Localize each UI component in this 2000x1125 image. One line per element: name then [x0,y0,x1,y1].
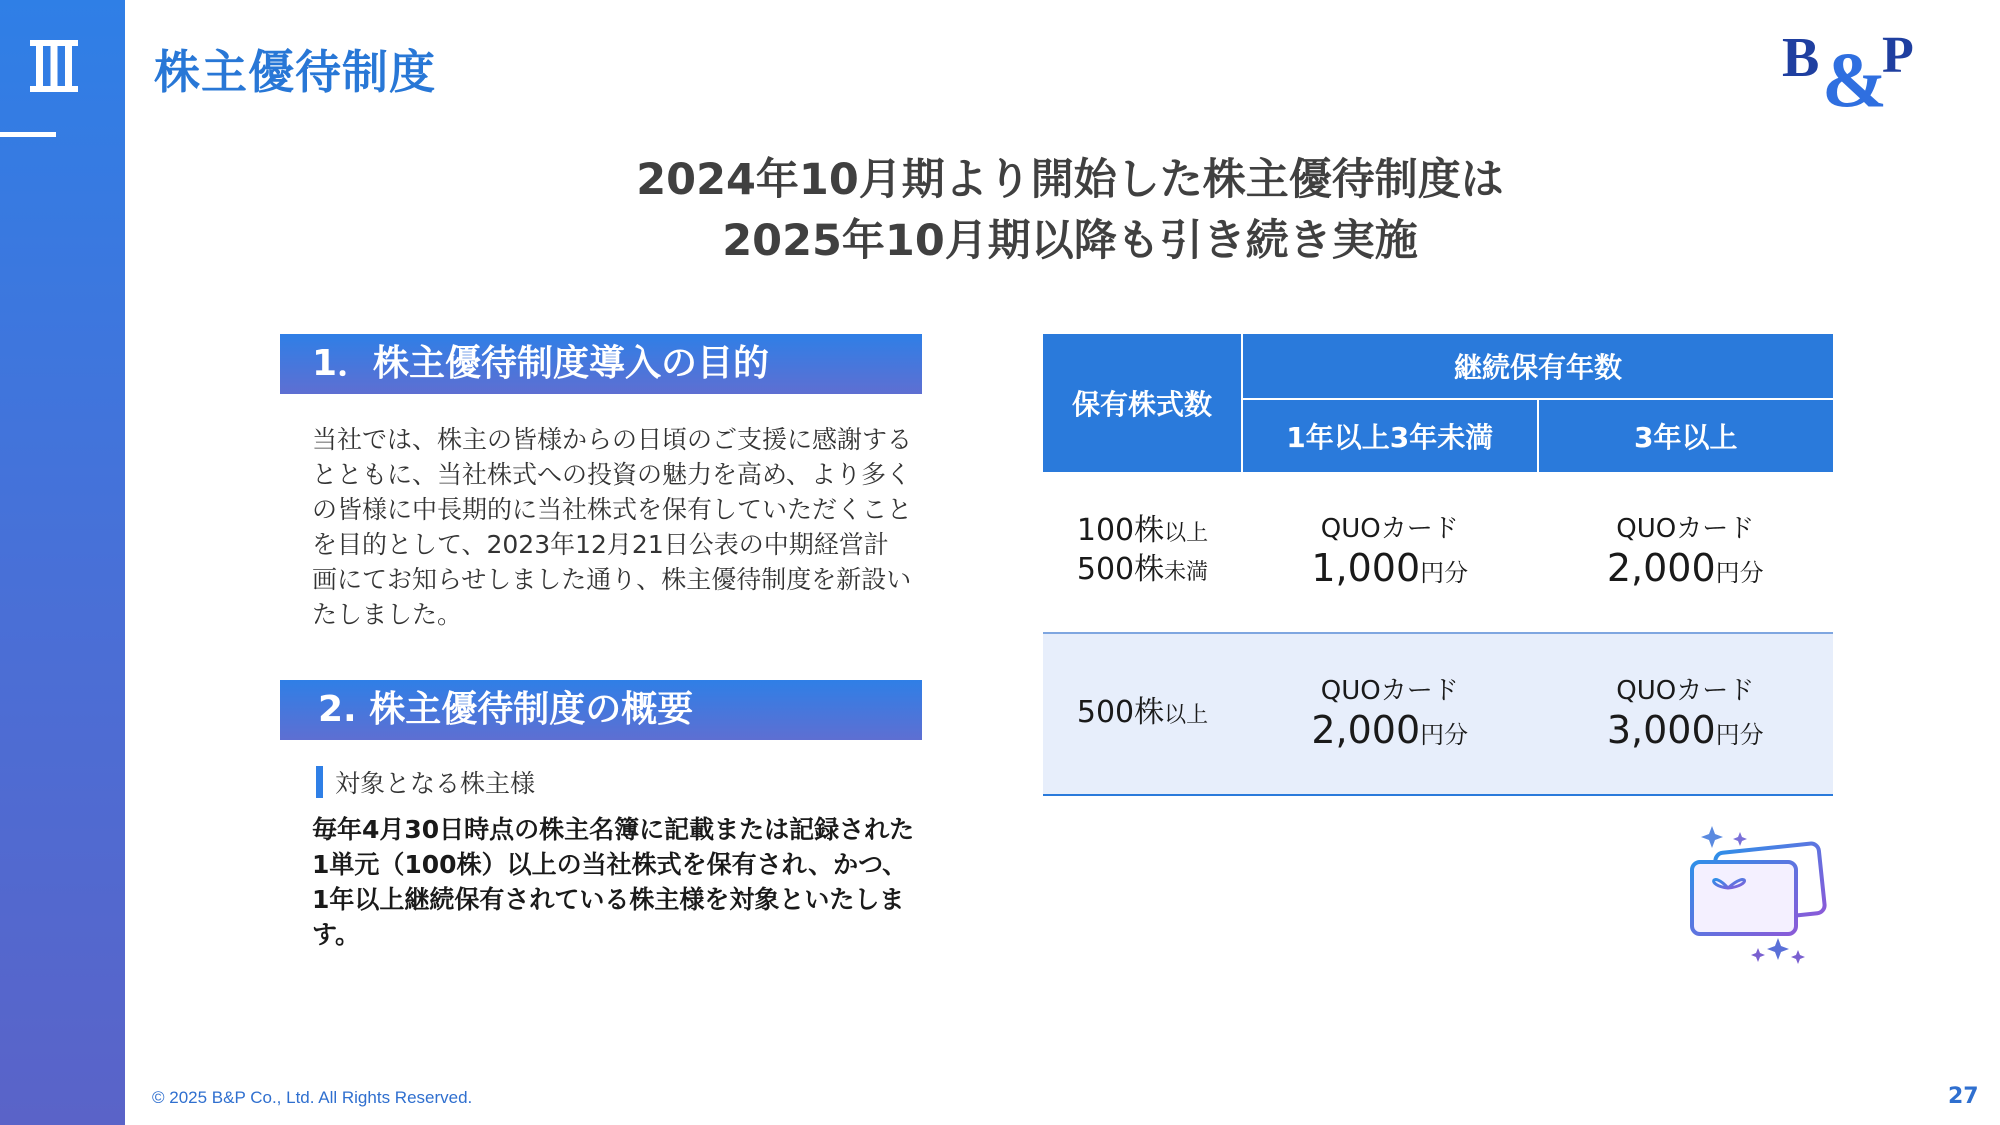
benefit-cell: QUOカード 2,000円分 [1538,472,1834,633]
gift-card-icon [1682,826,1830,966]
svg-text:P: P [1882,27,1914,84]
header-col-1: 1年以上3年未満 [1242,399,1538,472]
target-label: 対象となる株主様 [335,769,536,798]
section1-body: 当社では、株主の皆様からの日頃のご支援に感謝するとともに、当社株式への投資の魅力を高め、より多くの皆様に中長期的に当社株式を保有していただくことを目的として、2023年12月21日公表の中期経営計画にてお知らせしました通り、株主優待制度を新設いたしました。 [312,425,913,629]
shares-cell: 100株以上 500株未満 [1043,472,1242,633]
section1-heading: 1．株主優待制度導入の目的 [280,334,922,394]
table-row [1043,472,1833,633]
page-number: 27 [1948,1084,1979,1109]
benefit-table [1043,334,1833,796]
svg-text:B: B [1782,27,1820,89]
copyright: © 2025 B&P Co., Ltd. All Rights Reserved. [152,1088,473,1107]
shares-cell: 500株以上 [1043,633,1242,795]
headline-line-2: 2025年10月期以降も引き続き実施 [722,216,1418,266]
benefit-cell: QUOカード 1,000円分 [1242,472,1538,633]
target-subheading [316,766,535,798]
section-underline [0,132,56,137]
benefit-cell: QUOカード 3,000円分 [1538,633,1834,795]
svg-text:&: & [1822,36,1887,110]
header-years: 継続保有年数 [1242,334,1833,399]
subheading-bar [316,766,323,798]
table-row [1043,633,1833,795]
headline-line-1: 2024年10月期より開始した株主優待制度は [636,155,1504,205]
sidebar [0,0,125,1125]
company-logo [1782,26,1932,110]
header-col-2: 3年以上 [1538,399,1834,472]
header-shares: 保有株式数 [1043,334,1242,472]
section2-heading: 2. 株主優待制度の概要 [280,680,922,740]
target-body: 毎年4月30日時点の株主名簿に記載または記録された1単元（100株）以上の当社株式を保有され、かつ、1年以上継続保有されている株主様を対象といたします。 [312,815,915,949]
benefit-cell: QUOカード 2,000円分 [1242,633,1538,795]
page-title: 株主優待制度 [154,45,436,99]
section-numeral [30,40,78,92]
